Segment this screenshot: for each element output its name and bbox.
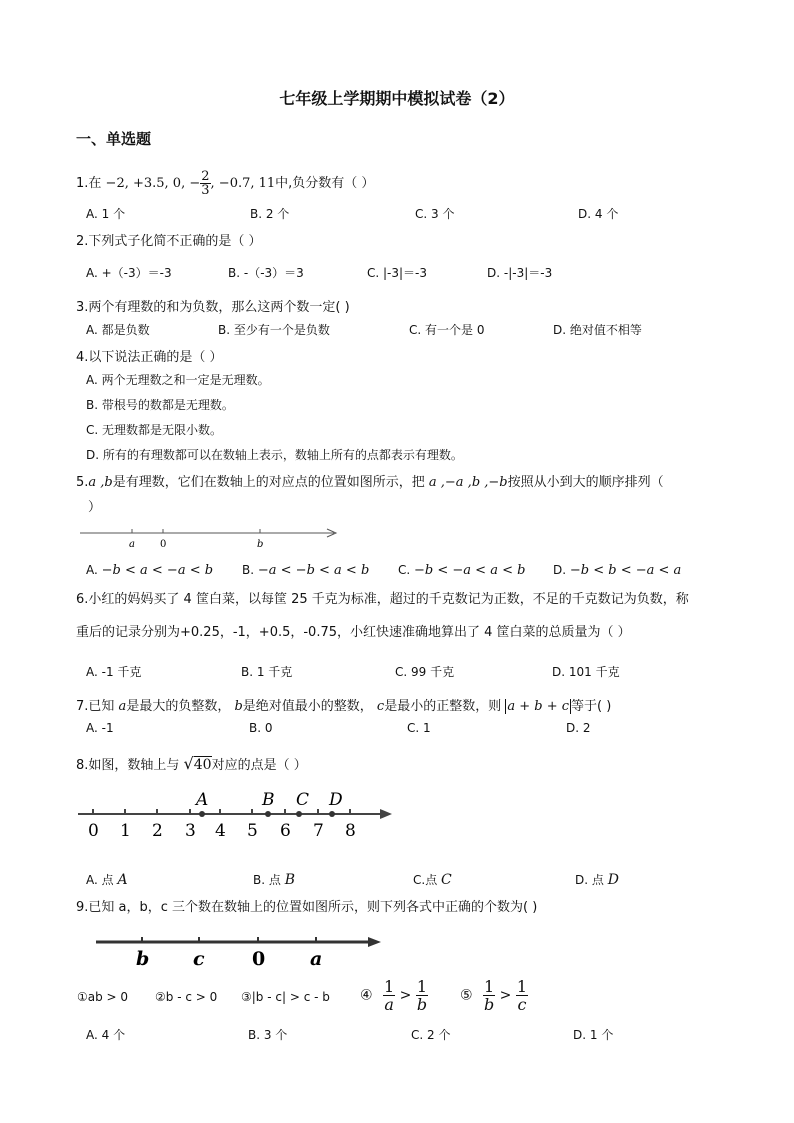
q6-option-a[interactable]: A. -1 千克 xyxy=(86,665,142,679)
question-5-stem xyxy=(76,471,664,490)
q8-point-label-a: A xyxy=(196,790,209,810)
q9-frac-1-over-b-2 xyxy=(483,978,495,1013)
q9-frac-1-over-b xyxy=(416,978,428,1013)
q8-tick-label-6: 6 xyxy=(280,821,291,841)
q9-frac-1b-den: b xyxy=(416,995,428,1014)
question-1-stem xyxy=(76,170,374,197)
q7-s3: 是最小的正整数，则 xyxy=(384,699,506,714)
question-6-stem-line2: 重后的记录分别为+0.25，-1，+0.5，-0.75，小红快速准确地算出了 4 筐白菜的总质量为（ ） xyxy=(76,625,631,640)
q2-option-b[interactable]: B. -（-3）＝3 xyxy=(228,266,304,280)
q7-var-b: b xyxy=(234,699,243,714)
q1-numbers: −2, +3.5, 0, − xyxy=(105,176,201,191)
q9-option-d[interactable]: D. 1 个 xyxy=(573,1028,614,1042)
q8-tick-label-4: 4 xyxy=(215,821,226,841)
q2-option-d[interactable]: D. -|-3|＝-3 xyxy=(487,266,553,280)
q7-option-b[interactable]: B. 0 xyxy=(249,721,273,735)
q9-statement-5 xyxy=(460,978,528,1013)
q3-option-c[interactable]: C. 有一个是 0 xyxy=(409,323,485,337)
q8-tick-label-0: 0 xyxy=(88,821,99,841)
q8-point-label-d: D xyxy=(329,790,343,810)
question-2-stem: 2.下列式子化简不正确的是（ ） xyxy=(76,234,262,249)
question-4-stem: 4.以下说法正确的是（ ） xyxy=(76,350,223,365)
q9-axis-arrow xyxy=(368,937,381,947)
q1-frac-num: 2 xyxy=(201,169,210,184)
q5-option-b-expr: −a < −b < a < b xyxy=(257,563,370,578)
q7-option-a[interactable]: A. -1 xyxy=(86,721,114,735)
q9-frac-1-over-c xyxy=(516,978,528,1013)
q5-number-line xyxy=(76,522,346,552)
q8-tick-label-2: 2 xyxy=(152,821,163,841)
q9-label-0: 0 xyxy=(252,948,266,970)
q7-option-c[interactable]: C. 1 xyxy=(407,721,431,735)
q7-abs-expression: a + b + c xyxy=(507,699,570,714)
q9-number-line xyxy=(92,930,388,972)
q9-frac-1b-num: 1 xyxy=(416,977,428,996)
q7-s4: 等于( ) xyxy=(571,699,612,714)
q5-option-b[interactable] xyxy=(242,563,369,578)
page-title: 七年级上学期期中模拟试卷（2） xyxy=(279,89,515,108)
q1-option-d[interactable]: D. 4 个 xyxy=(578,207,619,221)
q8-tick-label-7: 7 xyxy=(313,821,324,841)
q8-option-b-point: B xyxy=(284,872,295,888)
q9-option-c[interactable]: C. 2 个 xyxy=(411,1028,451,1042)
q7-var-a: a xyxy=(118,699,127,714)
q1-fraction xyxy=(200,170,210,197)
q4-option-d[interactable]: D. 所有的有理数都可以在数轴上表示，数轴上所有的点都表示有理数。 xyxy=(86,448,463,462)
q9-statement-2: ②b - c > 0 xyxy=(155,990,218,1004)
q1-stem-pre: 1.在 xyxy=(76,176,106,191)
q9-statement-1: ①ab > 0 xyxy=(77,990,129,1004)
q9-frac-1c-num: 1 xyxy=(516,977,528,996)
q8-option-c[interactable] xyxy=(413,871,452,888)
q7-option-d[interactable]: D. 2 xyxy=(566,721,591,735)
q8-tick-label-5: 5 xyxy=(247,821,258,841)
q9-label-a: a xyxy=(310,948,323,970)
q8-stem-end: 对应的点是（ ） xyxy=(211,758,307,773)
q4-option-c[interactable]: C. 无理数都是无限小数。 xyxy=(86,423,223,437)
q8-tick-label-1: 1 xyxy=(120,821,131,841)
q5-option-b-letter: B. xyxy=(242,563,255,577)
q8-radicand: 40 xyxy=(193,757,212,773)
q1-frac-den: 3 xyxy=(201,183,210,198)
question-6-stem-line1: 6.小红的妈妈买了 4 筐白菜，以每筐 25 千克为标准，超过的千克数记为正数，不足的千克数记为负数，称 xyxy=(76,592,689,607)
q9-statement-4-gt: > xyxy=(399,987,412,1004)
q3-option-b[interactable]: B. 至少有一个是负数 xyxy=(218,323,330,337)
q9-label-c: c xyxy=(193,948,205,970)
question-7-stem xyxy=(76,695,611,714)
q9-frac-1-over-a xyxy=(383,978,395,1013)
q9-frac-1a-num: 1 xyxy=(384,977,395,996)
q7-s1: 是最大的负整数， xyxy=(126,699,235,714)
q8-option-d-text: D. 点 xyxy=(575,873,608,887)
q9-statement-5-gt: > xyxy=(499,987,512,1004)
q9-statement-5-mark: ⑤ xyxy=(460,987,473,1004)
q5-option-a-letter: A. xyxy=(86,563,98,577)
q5-list: a ,−a ,b ,−b xyxy=(428,475,508,490)
q9-frac-1b2-den: b xyxy=(483,995,495,1014)
q2-option-a[interactable]: A. +（-3）＝-3 xyxy=(86,266,172,280)
q9-statement-4 xyxy=(360,978,428,1013)
q5-stem-mid: 是有理数，它们在数轴上的对应点的位置如图所示，把 xyxy=(112,475,429,490)
q6-option-b[interactable]: B. 1 千克 xyxy=(241,665,293,679)
q3-option-a[interactable]: A. 都是负数 xyxy=(86,323,150,337)
question-3-stem: 3.两个有理数的和为负数，那么这两个数一定( ) xyxy=(76,300,350,315)
q8-stem-pre: 8.如图，数轴上与 xyxy=(76,758,184,773)
q5-option-a-expr: −b < a < −a < b xyxy=(101,563,214,578)
q4-option-b[interactable]: B. 带根号的数都是无理数。 xyxy=(86,398,234,412)
q2-option-c[interactable]: C. |-3|＝-3 xyxy=(367,266,428,280)
q5-stem-pre: 5. xyxy=(76,475,89,490)
q9-statement-3: ③|b - c| > c - b xyxy=(241,990,330,1004)
q4-option-a[interactable]: A. 两个无理数之和一定是无理数。 xyxy=(86,373,270,387)
q6-option-d[interactable]: D. 101 千克 xyxy=(552,665,620,679)
q7-s2: 是绝对值最小的整数， xyxy=(242,699,377,714)
q8-option-b-text: B. 点 xyxy=(253,873,285,887)
q6-option-c[interactable]: C. 99 千克 xyxy=(395,665,455,679)
q8-tick-label-3: 3 xyxy=(185,821,196,841)
q8-tick-label-8: 8 xyxy=(345,821,356,841)
q8-point-label-c: C xyxy=(296,790,310,810)
q9-frac-1a-den: a xyxy=(384,995,394,1014)
q5-label-b: b xyxy=(257,539,264,550)
q8-option-a-point: A xyxy=(117,872,128,888)
question-9-stem: 9.已知 a，b，c 三个数在数轴上的位置如图所示，则下列各式中正确的个数为( ) xyxy=(76,900,538,915)
q5-option-d[interactable] xyxy=(553,563,681,578)
q8-option-b[interactable] xyxy=(253,871,295,888)
q9-option-a[interactable]: A. 4 个 xyxy=(86,1028,126,1042)
q9-label-b: b xyxy=(136,948,150,970)
q7-stem-pre: 7.已知 xyxy=(76,699,119,714)
q8-number-line xyxy=(74,786,400,844)
q8-point-label-b: B xyxy=(262,790,275,810)
q5-option-d-letter: D. xyxy=(553,563,567,577)
q8-option-c-text: C.点 xyxy=(413,873,442,887)
q8-option-a[interactable] xyxy=(86,871,128,888)
sqrt-icon: √ xyxy=(183,754,194,773)
q5-option-c-expr: −b < −a < a < b xyxy=(414,563,526,578)
q1-option-c[interactable]: C. 3 个 xyxy=(415,207,455,221)
q5-option-d-expr: −b < b < −a < a xyxy=(569,563,682,578)
q1-option-a[interactable]: A. 1 个 xyxy=(86,207,126,221)
q1-stem-end: 中,负分数有（ ） xyxy=(275,176,375,191)
q7-var-c: c xyxy=(376,699,385,714)
q8-option-d[interactable] xyxy=(575,871,619,888)
q5-stem-line2: ） xyxy=(88,500,102,515)
q5-option-a[interactable] xyxy=(86,563,213,578)
q5-option-c-letter: C. xyxy=(398,563,411,577)
q3-option-d[interactable]: D. 绝对值不相等 xyxy=(553,323,642,337)
q1-numbers-rest: , −0.7, 11 xyxy=(210,176,276,191)
q5-stem-end: 按照从小到大的顺序排列（ xyxy=(507,475,664,490)
question-8-stem xyxy=(76,754,307,773)
q1-option-b[interactable]: B. 2 个 xyxy=(250,207,290,221)
q9-statement-4-mark: ④ xyxy=(360,987,373,1004)
q8-point-b xyxy=(265,811,271,817)
q5-variables: a ,b xyxy=(88,475,113,490)
q9-frac-1b2-num: 1 xyxy=(484,977,495,996)
q8-option-c-point: C xyxy=(441,872,452,888)
q8-point-c xyxy=(296,811,302,817)
q5-option-c[interactable] xyxy=(398,563,525,578)
q8-option-d-point: D xyxy=(607,872,619,888)
q9-option-b[interactable]: B. 3 个 xyxy=(248,1028,288,1042)
q8-point-d xyxy=(329,811,335,817)
q8-axis-arrow xyxy=(380,809,392,819)
q5-label-0: 0 xyxy=(160,539,167,550)
q8-point-a xyxy=(199,811,205,817)
section-heading: 一、单选题 xyxy=(76,130,152,148)
q8-option-a-text: A. 点 xyxy=(86,873,118,887)
q9-frac-1c-den: c xyxy=(517,995,527,1014)
q5-label-a: a xyxy=(129,539,135,550)
